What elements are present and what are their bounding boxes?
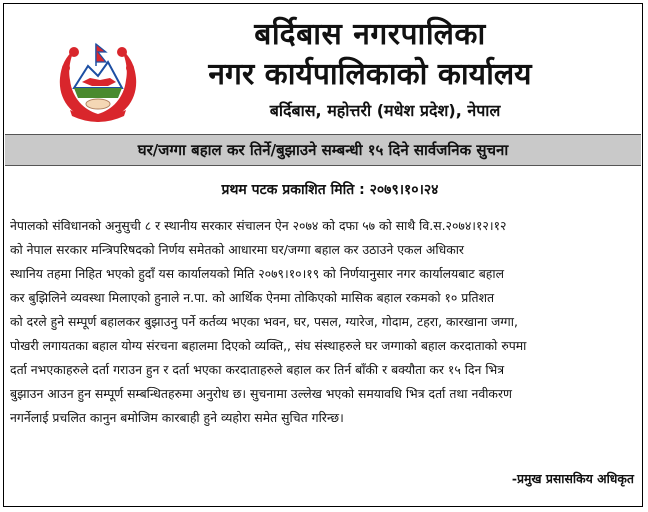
body-line: को नेपाल सरकार मन्त्रिपरिषदको निर्णय समेतको आधारमा घर/जग्गा बहाल कर उठाउने एकल अधिकार xyxy=(10,242,464,257)
notice-title: घर/जग्गा बहाल कर तिर्ने/बुझाउने सम्बन्धी १५ दिने सार्वजनिक सुचना xyxy=(137,141,509,159)
publication-date: प्रथम पटक प्रकाशित मिति : २०७९।१०।२४ xyxy=(221,182,439,198)
body-line: को दरले हुने सम्पूर्ण बहालकर बुझाउनु पर्ने कर्तव्य भएका भवन, घर, पसल, ग्यारेज, गोदाम, टहरा, कारखाना जग्गा, xyxy=(10,314,518,329)
nepal-emblem-icon xyxy=(52,38,144,124)
notice-title-banner xyxy=(5,134,641,166)
body-line: नगर्नेलाई प्रचलित कानुन बमोजिम कारबाही हुने व्यहोरा समेत सुचित गरिन्छ। xyxy=(10,410,344,425)
body-line: पोखरी लगायतका बहाल योग्य संरचना बहालमा दिएको व्यक्ति,, संघ संस्थाहरुले घर जग्गाको बहाल करदाताको रुपमा xyxy=(10,338,527,353)
signatory-title: -प्रमुख प्रसासकिय अधिकृत xyxy=(511,471,634,486)
office-name: नगर कार्यपालिकाको कार्यालय xyxy=(208,57,532,92)
body-line: दर्ता नभएकाहरुले दर्ता गराउन हुन र दर्ता भएका करदाताहरुले बहाल कर तिर्न बाँकी र बक्यौता कर १५ दिन भित्र xyxy=(10,362,505,377)
body-line: बुझाउन आउन हुन सम्पूर्ण सम्बन्धितहरुमा अनुरोध छ। सुचनामा उल्लेख भएको समयावधि भित्र दर्ता तथा नवीकरण xyxy=(10,386,512,401)
body-line: कर बुझिलिने व्यवस्था मिलाएको हुनाले न.पा. को आर्थिक ऐनमा तोकिएको मासिक बहाल रकमको १० प्रतिशत xyxy=(10,290,495,305)
municipality-name: बर्दिबास नगरपालिका xyxy=(254,17,486,52)
body-line: स्थानिय तहमा निहित भएको हुदाँ यस कार्यालयको मिति २०७९।१०।१९ को निर्णयानुसार नगर कार्यालयबाट बहाल xyxy=(10,266,504,281)
notice-body xyxy=(10,214,634,430)
office-address: बर्दिबास, महोत्तरी (मधेश प्रदेश), नेपाल xyxy=(269,101,501,120)
body-line: नेपालको संविधानको अनुसुची ८ र स्थानीय सरकार संचालन ऐन २०७४ को दफा ५७ को साथै वि.स.२०७४।१२।१२ xyxy=(10,218,507,233)
